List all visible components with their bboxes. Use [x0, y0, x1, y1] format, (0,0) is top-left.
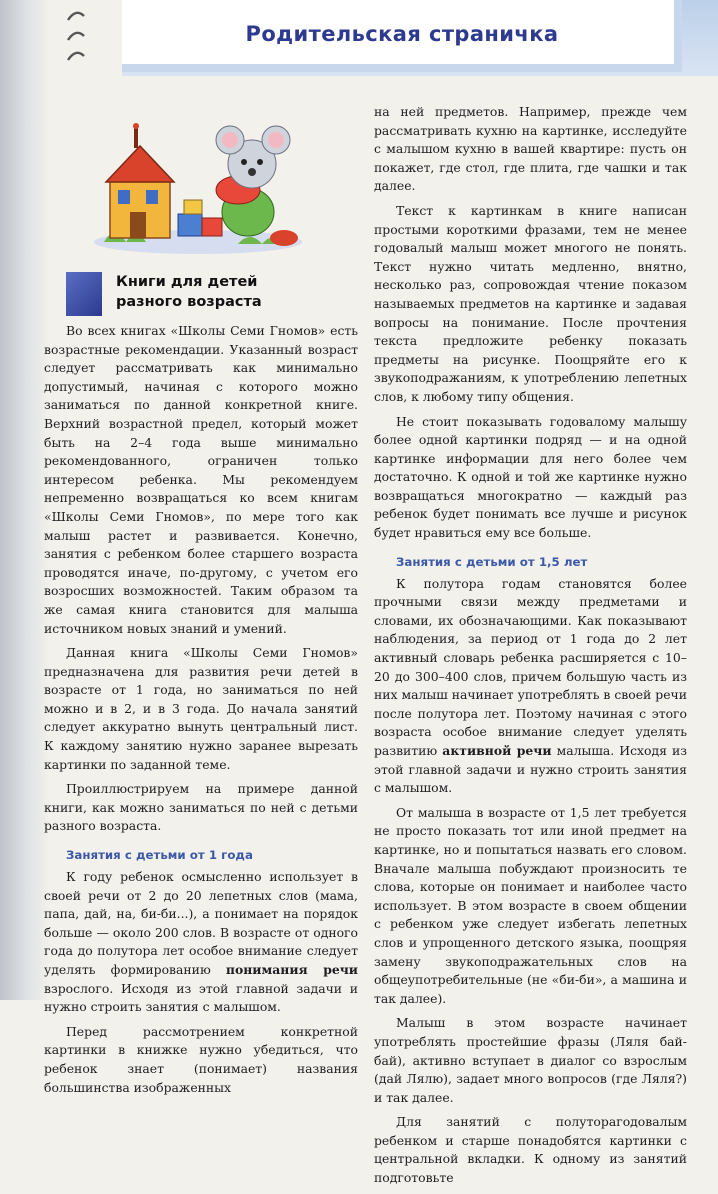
- heading-marker: [66, 272, 102, 316]
- paragraph: Во всех книгах «Школы Семи Гномов» есть возрастные рекомендации. Указанный возраст следует рассматривать как минимально допустимый, начиная с которого можно заниматься по данной конкретной книге. Верхний возрастной предел, который может быть на 2–4 года выше минимально рекомендованного, ограничен только интересом ребенка. Мы рекомендуем непременно возвращаться ко всем книгам «Школы Семи Гномов», по мере того как малыш растет и развивается. Конечно, занятия с ребенком более старшего возраста проводятся иначе, по-другому, с учетом его возросших возможностей. Таким образом та же самая книга становится для малыша источником новых знаний и умений.: [44, 323, 358, 636]
- subheading-age-1-5: Занятия с детьми от 1,5 лет: [396, 554, 588, 569]
- paragraph: От малыша в возрасте от 1,5 лет требуется не просто показать тот или иной предмет на картинке, но и попытаться назвать его словом. Вначале малыша побуждают произносить те слова, которые он понимает и наиболее часто использует. В этом возрасте в своем общении с ребенком уже следует избегать лепетных слов и упрощенного детского языка, поощряя замену звукоподражательных слов на общеупотребительные (не «би-би», а машина и так далее).: [374, 804, 687, 1006]
- paragraph: Текст к картинкам в книге написан простыми короткими фразами, тем не менее годовалый малыш может многого не понять. Текст нужно читать медленно, внятно, несколько раз, сопровождая чтение показом называемых предметов на картинке и задавая вопросы на понимание. После прочтения текста предложите ребенку показать предметы на рисунке. Поощряйте его к звукоподражаниям, к употреблению лепетных слов, к любому типу общения.: [374, 202, 687, 404]
- binder-ring-icon: [66, 10, 86, 22]
- paragraph: Не стоит показывать годовалому малышу более одной картинки подряд — и на одной картинке информации для него более чем достаточно. К одной и той же картинке нужно возвращаться многократно — каждый раз ребенок будет понимать все лучше и рисунок будет нравиться ему все больше.: [374, 413, 687, 541]
- paragraph: на ней предметов. Например, прежде чем рассматривать кухню на картинке, исследуйте с малышом кухню в вашей квартире: пусть он покажет, где стол, где плита, где чашки и так далее.: [374, 104, 687, 194]
- paragraph: Малыш в этом возрасте начинает употреблять простейшие фразы (Ляля бай-бай), активно вступает в диалог со взрослым (дай Лялю), задает много вопросов (где Ляля?) и так далее.: [374, 1015, 687, 1105]
- binder-ring-icon: [66, 30, 86, 42]
- section-title: [116, 272, 366, 312]
- paragraph: Данная книга «Школы Семи Гномов» предназначена для развития речи детей в возрасте от 1 года, но заниматься по ней можно и в 2, и в 3 года. До начала занятий следует аккуратно вынуть центральный лист. К каждому занятию нужно заранее вырезать картинки по заданной теме.: [44, 645, 358, 772]
- paragraph: Проиллюстрируем на примере данной книги, как можно заниматься по ней с детьми разного возраста.: [44, 781, 358, 834]
- emphasis: понимания речи: [225, 962, 358, 977]
- left-column: [44, 322, 358, 1103]
- binder-ring-icon: [66, 50, 86, 62]
- paragraph: К полутора годам становятся более прочными связи между предметами и словами, их обозначающими. Как показывают наблюдения, за период от 1 года до 2 лет активный словарь ребенка расширяется с 10–20 до 300–400 слов, причем большую часть из них малыш начинает употреблять в своей речи после полутора лет. Поэтому начиная с этого возраста особое внимание следует уделять развитию активной речи малыша. Исходя из этой главной задачи и нужно строить занятия с малышом.: [374, 575, 687, 796]
- paragraph: Для занятий с полуторагодовалым ребенком и старше понадобятся картинки с центральной вкладки. К одному из занятий подготовьте: [374, 1114, 687, 1186]
- section-heading: [66, 272, 366, 316]
- right-column: [374, 103, 687, 1194]
- subheading-age-1: Занятия с детьми от 1 года: [66, 848, 253, 863]
- section-title-line-1: Книги для детей: [116, 274, 258, 290]
- page-title: Родительская страничка: [245, 22, 559, 46]
- paragraph: К году ребенок осмысленно использует в своей речи от 2 до 20 лепетных слов (мама, папа, дай, на, би-би...), а понимает на порядок больше — около 200 слов. В возрасте от одного года до полутора лет особое внимание следует уделять формированию понимания речи взрослого. Исходя из этой главной задачи и нужно строить занятия с малышом.: [44, 869, 358, 1015]
- page-gutter: [0, 0, 50, 1000]
- emphasis: активной речи: [442, 743, 552, 758]
- paragraph: Перед рассмотрением конкретной картинки в книжке нужно убедиться, что ребенок знает (понимает) названия большинства изображенных: [44, 1023, 358, 1095]
- section-title-line-2: разного возраста: [116, 294, 262, 310]
- mouse-building-blocks-house-icon: [88, 118, 314, 256]
